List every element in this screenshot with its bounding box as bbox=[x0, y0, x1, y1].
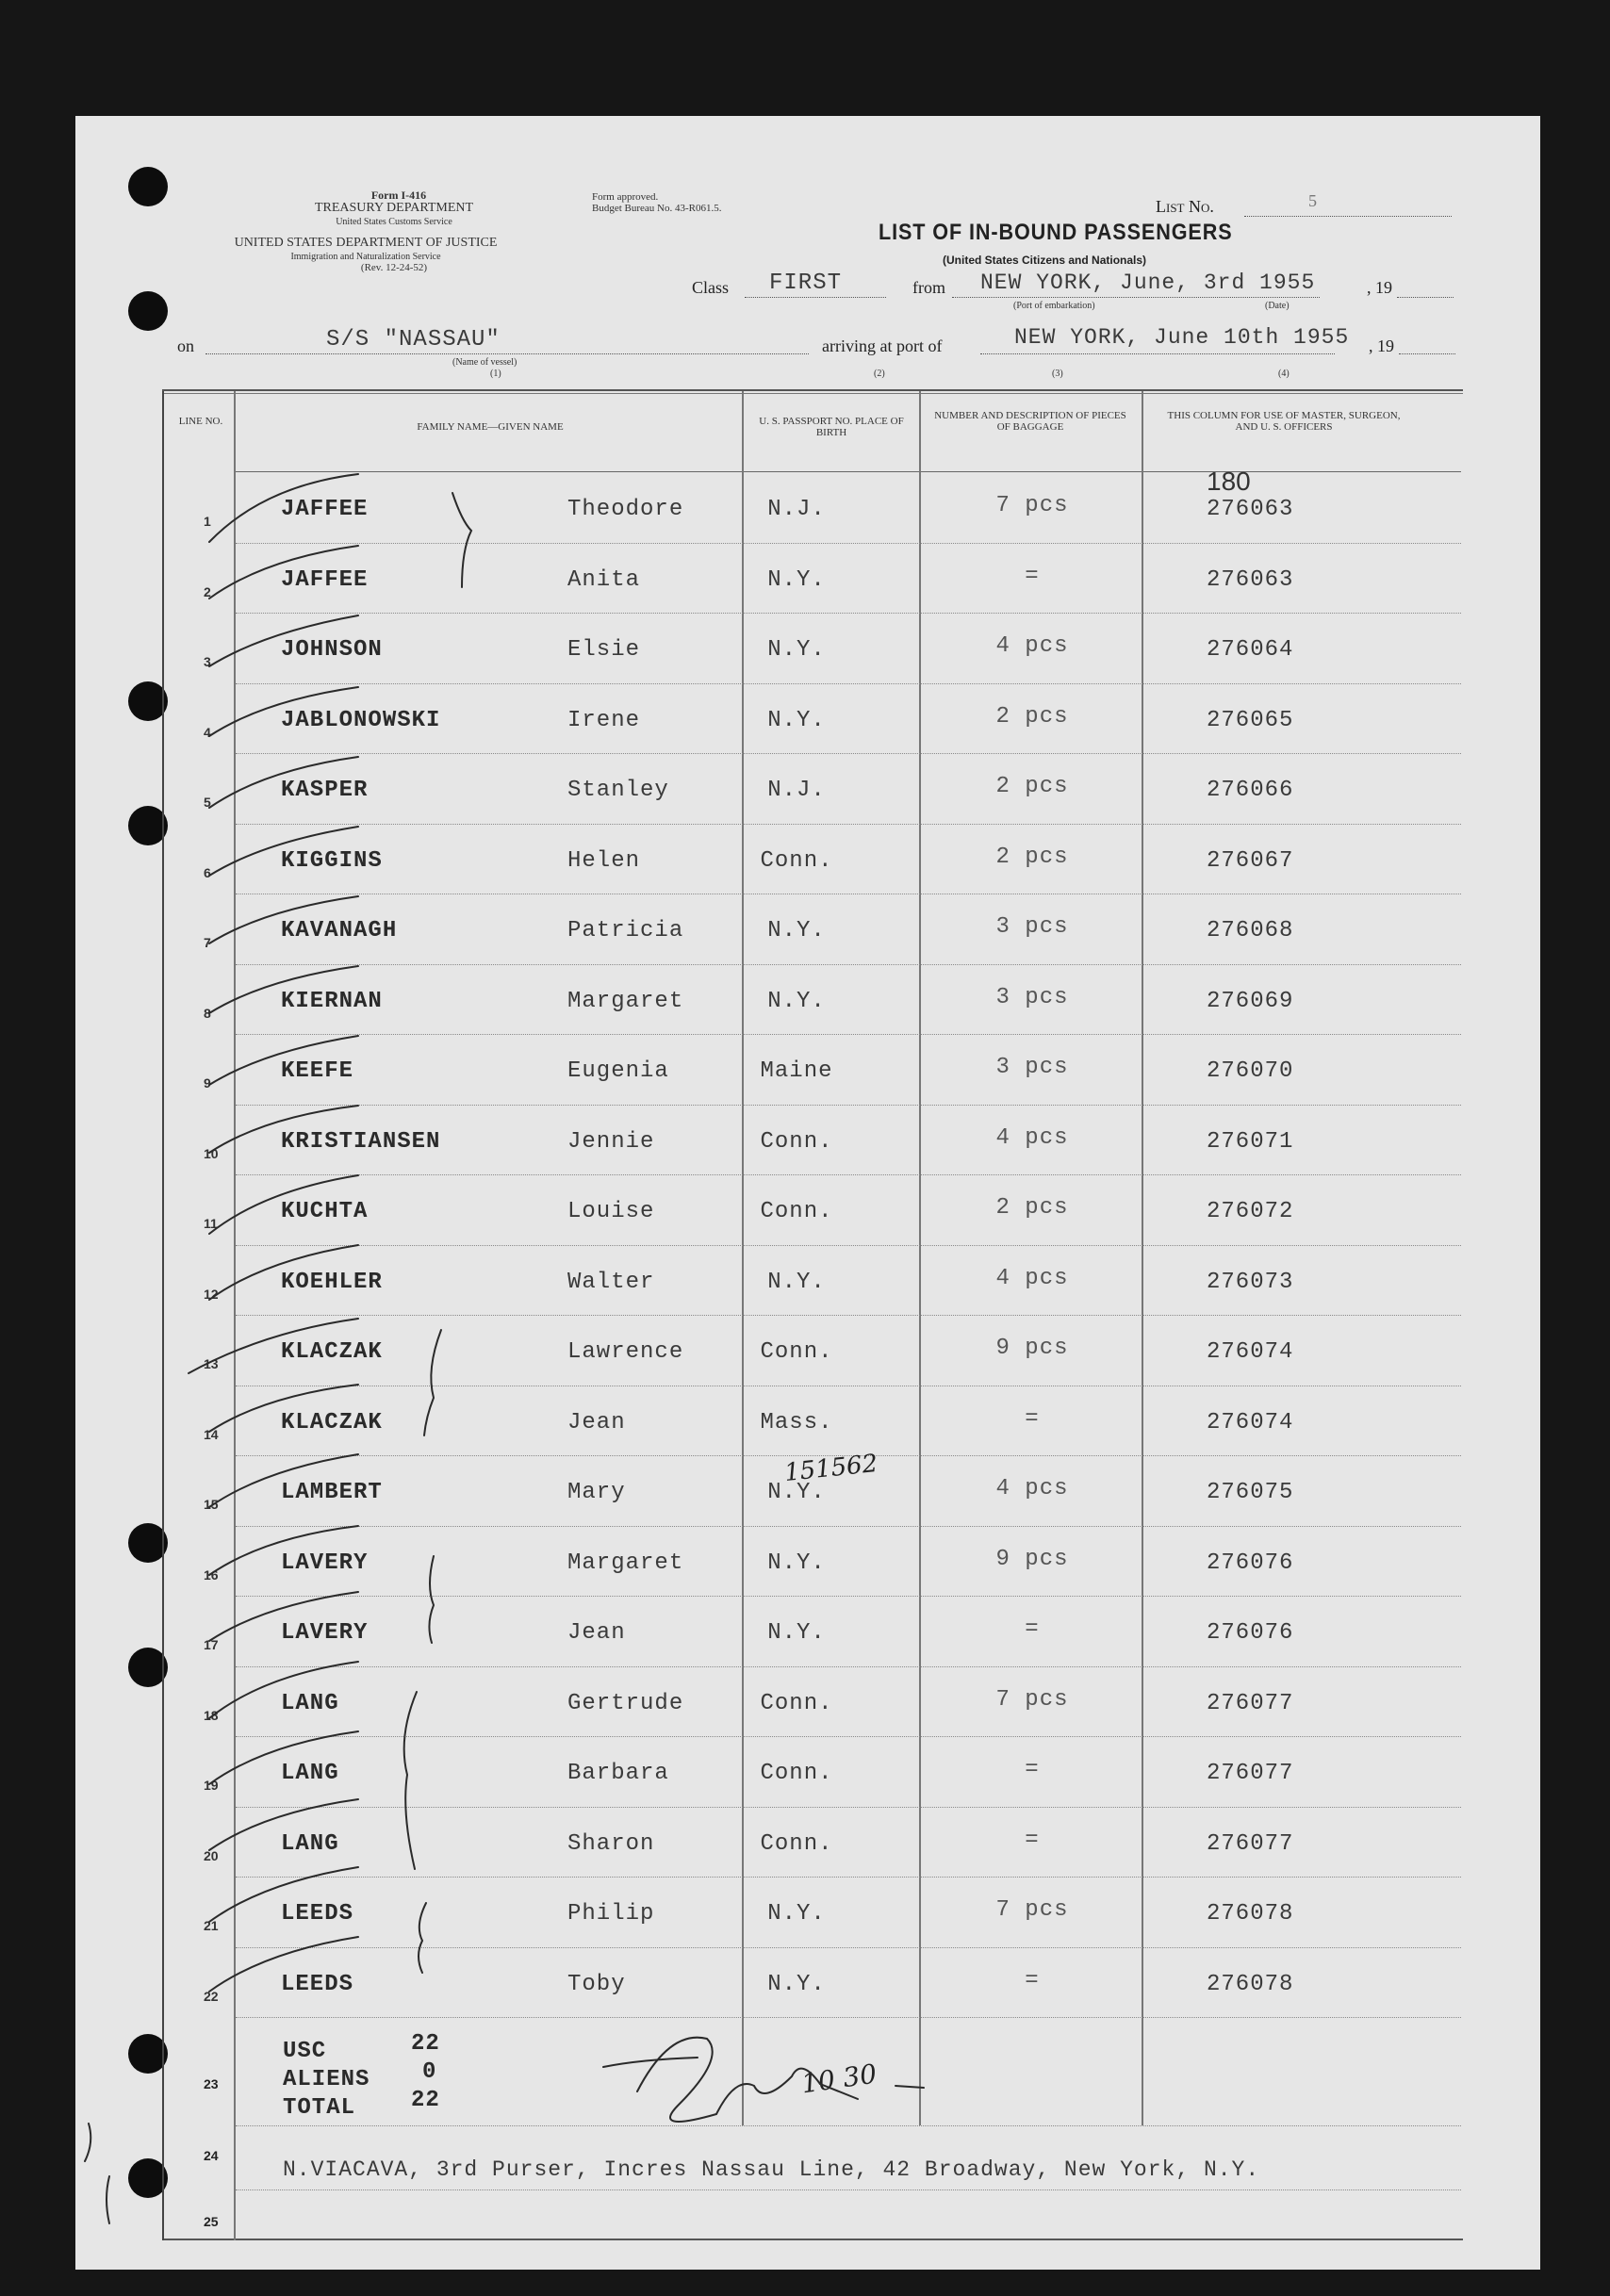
officer-number: 276078 bbox=[1207, 1901, 1294, 1927]
from-line bbox=[952, 297, 1320, 298]
place-of-birth: Maine bbox=[760, 1058, 833, 1084]
given-name: Jennie bbox=[567, 1128, 655, 1155]
line-number: 15 bbox=[204, 1497, 219, 1512]
row-rule bbox=[236, 1596, 1461, 1597]
family-name: LANG bbox=[281, 1690, 339, 1716]
row-rule bbox=[236, 1807, 1461, 1808]
officer-number: 276073 bbox=[1207, 1269, 1294, 1295]
line-number: 1 bbox=[204, 514, 211, 529]
line-number: 6 bbox=[204, 864, 211, 880]
year-label-1: , 19 bbox=[1367, 278, 1392, 297]
given-name: Patricia bbox=[567, 918, 684, 943]
family-name: KUCHTA bbox=[281, 1199, 369, 1224]
family-name: KRISTIANSEN bbox=[281, 1128, 441, 1155]
line-number: 16 bbox=[204, 1566, 219, 1583]
row-rule bbox=[236, 1315, 1461, 1316]
list-no-line bbox=[1244, 216, 1452, 217]
table-row bbox=[75, 474, 1540, 544]
family-name: JAFFEE bbox=[281, 566, 369, 593]
arrival-line bbox=[980, 353, 1335, 354]
place-of-birth: Conn. bbox=[760, 847, 833, 874]
officer-number: 276063 bbox=[1207, 497, 1294, 522]
form-approved: Form approved. bbox=[592, 191, 659, 203]
table-row bbox=[75, 1809, 1540, 1878]
usc-value: 22 bbox=[411, 2031, 440, 2057]
family-name: LEEDS bbox=[281, 1901, 354, 1927]
family-name: LANG bbox=[281, 1830, 339, 1857]
table-row bbox=[75, 1738, 1540, 1808]
officer-number: 276072 bbox=[1207, 1199, 1294, 1224]
given-name: Louise bbox=[567, 1199, 655, 1224]
place-of-birth: N.J. bbox=[767, 778, 826, 803]
budget-bureau: Budget Bureau No. 43-R061.5. bbox=[592, 203, 722, 214]
family-name: LAVERY bbox=[281, 1620, 369, 1646]
baggage-count: 3 pcs bbox=[995, 984, 1069, 1010]
given-name: Eugenia bbox=[567, 1058, 669, 1084]
given-name: Margaret bbox=[567, 988, 684, 1014]
row-rule bbox=[236, 1877, 1461, 1878]
line-number-23: 23 bbox=[204, 2076, 219, 2091]
given-name: Irene bbox=[567, 707, 641, 733]
year-line-2 bbox=[1399, 353, 1455, 354]
row-rule bbox=[236, 543, 1461, 544]
line-number: 18 bbox=[204, 1707, 219, 1723]
revision-date: (Rev. 12-24-52) bbox=[360, 262, 428, 273]
line-number: 14 bbox=[204, 1426, 219, 1442]
place-of-birth: N.J. bbox=[767, 497, 826, 522]
table-row bbox=[75, 1598, 1540, 1667]
officer-number: 276076 bbox=[1207, 1550, 1294, 1576]
purser-line: N.VIACAVA, 3rd Purser, Incres Nassau Line, 42 Broadway, New York, N.Y. bbox=[283, 2157, 1260, 2182]
given-name: Margaret bbox=[567, 1550, 684, 1576]
place-of-birth: Conn. bbox=[760, 1199, 833, 1224]
baggage-count: = bbox=[1025, 1967, 1040, 1993]
date-caption: (Date) bbox=[1265, 301, 1290, 311]
table-bottom-rule bbox=[162, 2239, 1463, 2240]
vessel-col-number: (1) bbox=[490, 369, 501, 379]
baggage-count: 2 pcs bbox=[995, 703, 1069, 730]
officer-number: 276067 bbox=[1207, 847, 1294, 874]
family-name: KLACZAK bbox=[281, 1339, 383, 1365]
given-name: Mary bbox=[567, 1480, 626, 1505]
officer-number: 276077 bbox=[1207, 1690, 1294, 1716]
officer-number: 276068 bbox=[1207, 918, 1294, 943]
passenger-rows bbox=[75, 474, 1540, 2088]
line-number: 13 bbox=[204, 1356, 219, 1371]
place-of-birth: Conn. bbox=[760, 1339, 833, 1365]
arrival-port-date: NEW YORK, June 10th 1955 bbox=[1014, 325, 1350, 350]
baggage-count: 3 pcs bbox=[995, 914, 1069, 940]
class-line bbox=[745, 297, 886, 298]
officer-number: 276070 bbox=[1207, 1058, 1294, 1084]
family-name: LAVERY bbox=[281, 1550, 369, 1576]
place-of-birth: N.Y. bbox=[767, 1480, 826, 1505]
on-label: on bbox=[177, 336, 194, 355]
place-of-birth: N.Y. bbox=[767, 1620, 826, 1646]
baggage-count: 2 pcs bbox=[995, 774, 1069, 799]
given-name: Anita bbox=[567, 566, 641, 593]
row-rule bbox=[236, 1666, 1461, 1667]
given-name: Gertrude bbox=[567, 1690, 684, 1716]
row-rule bbox=[236, 683, 1461, 684]
aliens-value: 0 bbox=[422, 2059, 437, 2085]
line-number-25: 25 bbox=[204, 2214, 219, 2229]
place-of-birth: N.Y. bbox=[767, 637, 826, 663]
vessel-line bbox=[205, 353, 809, 354]
table-row bbox=[75, 1387, 1540, 1457]
officer-number: 276065 bbox=[1207, 707, 1294, 733]
family-name: KEEFE bbox=[281, 1058, 354, 1084]
row-rule bbox=[236, 1105, 1461, 1106]
given-name: Walter bbox=[567, 1269, 655, 1295]
vessel-caption: (Name of vessel) bbox=[452, 357, 518, 368]
given-name: Sharon bbox=[567, 1830, 655, 1857]
given-name: Stanley bbox=[567, 778, 669, 803]
place-of-birth: Conn. bbox=[760, 1690, 833, 1716]
baggage-count: = bbox=[1025, 563, 1040, 589]
form-title: LIST OF IN-BOUND PASSENGERS bbox=[879, 220, 1233, 245]
usc-label: USC bbox=[283, 2039, 327, 2064]
col-header-officers: THIS COLUMN FOR USE OF MASTER, SURGEON, AND U. S. OFFICERS bbox=[1167, 410, 1401, 433]
baggage-count: 3 pcs bbox=[995, 1055, 1069, 1080]
handwritten-passport-number: 151562 bbox=[782, 1449, 879, 1488]
top-note: 180 bbox=[1207, 467, 1251, 496]
manifest-sheet bbox=[75, 116, 1540, 2270]
table-row bbox=[75, 545, 1540, 615]
table-row bbox=[75, 1949, 1540, 2019]
baggage-count: 4 pcs bbox=[995, 1265, 1069, 1291]
baggage-count: 7 pcs bbox=[995, 493, 1069, 518]
table-row bbox=[75, 1668, 1540, 1738]
row-rule bbox=[236, 613, 1461, 614]
officer-number: 276064 bbox=[1207, 637, 1294, 663]
arriving-label: arriving at port of bbox=[822, 336, 943, 355]
family-name: KASPER bbox=[281, 778, 369, 803]
line-number: 11 bbox=[204, 1216, 218, 1231]
punch-hole bbox=[128, 167, 168, 206]
list-no-value: 5 bbox=[1308, 191, 1317, 210]
table-row bbox=[75, 1317, 1540, 1386]
row-rule bbox=[236, 1526, 1461, 1527]
given-name: Elsie bbox=[567, 637, 641, 663]
given-name: Philip bbox=[567, 1901, 655, 1927]
row-rule bbox=[236, 1245, 1461, 1246]
family-name: KIGGINS bbox=[281, 847, 383, 874]
baggage-count: 4 pcs bbox=[995, 1124, 1069, 1151]
line-number: 12 bbox=[204, 1286, 219, 1302]
col-header-name: FAMILY NAME—GIVEN NAME bbox=[417, 421, 564, 433]
baggage-count: 2 pcs bbox=[995, 1195, 1069, 1221]
family-name: KAVANAGH bbox=[281, 918, 398, 943]
officer-number: 276074 bbox=[1207, 1339, 1294, 1365]
line-number: 10 bbox=[204, 1145, 219, 1161]
table-top-border bbox=[162, 389, 1463, 391]
line-number: 8 bbox=[204, 1005, 211, 1021]
row-rule bbox=[236, 964, 1461, 965]
officer-number: 276078 bbox=[1207, 1971, 1294, 1997]
table-row bbox=[75, 895, 1540, 965]
line-number: 21 bbox=[204, 1918, 219, 1933]
row-rule bbox=[236, 753, 1461, 754]
punch-hole bbox=[128, 291, 168, 331]
place-of-birth: N.Y. bbox=[767, 1971, 826, 1997]
total-value: 22 bbox=[411, 2088, 440, 2113]
table-row bbox=[75, 1036, 1540, 1106]
line-number: 19 bbox=[204, 1778, 219, 1793]
family-name: KOEHLER bbox=[281, 1269, 383, 1295]
family-name: LEEDS bbox=[281, 1971, 354, 1997]
line-number: 4 bbox=[204, 724, 211, 740]
aliens-label: ALIENS bbox=[283, 2067, 370, 2092]
officer-number: 276069 bbox=[1207, 988, 1294, 1014]
place-of-birth: Conn. bbox=[760, 1128, 833, 1155]
line-number: 22 bbox=[204, 1988, 219, 2004]
line-number: 9 bbox=[204, 1075, 211, 1091]
place-of-birth: N.Y. bbox=[767, 988, 826, 1014]
row-rule bbox=[236, 2017, 1461, 2018]
table-row bbox=[75, 615, 1540, 684]
table-top-border-2 bbox=[162, 393, 1463, 394]
given-name: Jean bbox=[567, 1620, 626, 1646]
table-row bbox=[75, 685, 1540, 755]
given-name: Barbara bbox=[567, 1761, 669, 1786]
family-name: JABLONOWSKI bbox=[281, 707, 441, 733]
officer-number: 276074 bbox=[1207, 1409, 1294, 1435]
line-number: 7 bbox=[204, 935, 211, 950]
table-row bbox=[75, 826, 1540, 895]
officer-number: 276066 bbox=[1207, 778, 1294, 803]
col-header-baggage: NUMBER AND DESCRIPTION OF PIECES OF BAGGAGE bbox=[934, 410, 1126, 433]
family-name: KIERNAN bbox=[281, 988, 383, 1014]
line-number: 5 bbox=[204, 795, 211, 810]
year-label-2: , 19 bbox=[1369, 336, 1394, 355]
class-value: FIRST bbox=[769, 271, 843, 296]
table-row bbox=[75, 1247, 1540, 1317]
baggage-count: = bbox=[1025, 1757, 1040, 1782]
table-row bbox=[75, 755, 1540, 825]
family-name: KLACZAK bbox=[281, 1409, 383, 1435]
place-of-birth: Mass. bbox=[760, 1409, 833, 1435]
row-rule bbox=[236, 2125, 1461, 2126]
line-number: 20 bbox=[204, 1847, 219, 1863]
col-header-passport: U. S. PASSPORT NO. PLACE OF BIRTH bbox=[759, 416, 904, 438]
officer-number: 276077 bbox=[1207, 1761, 1294, 1786]
table-row bbox=[75, 1176, 1540, 1246]
header-caption-3: (3) bbox=[1052, 369, 1063, 379]
officer-number: 276071 bbox=[1207, 1128, 1294, 1155]
header-bottom-rule bbox=[236, 471, 1461, 472]
table-row bbox=[75, 966, 1540, 1036]
row-rule bbox=[236, 1174, 1461, 1175]
baggage-count: = bbox=[1025, 1405, 1040, 1432]
officer-number: 276077 bbox=[1207, 1830, 1294, 1857]
baggage-count: 4 pcs bbox=[995, 1476, 1069, 1501]
family-name: JAFFEE bbox=[281, 497, 369, 522]
given-name: Toby bbox=[567, 1971, 626, 1997]
place-of-birth: Conn. bbox=[760, 1761, 833, 1786]
line-number-24: 24 bbox=[204, 2148, 219, 2163]
table-row bbox=[75, 1528, 1540, 1598]
officer-number: 276076 bbox=[1207, 1620, 1294, 1646]
treasury-dept: TREASURY DEPARTMENT bbox=[314, 201, 474, 215]
justice-dept: UNITED STATES DEPARTMENT OF JUSTICE bbox=[234, 236, 498, 250]
place-of-birth: N.Y. bbox=[767, 1269, 826, 1295]
table-row bbox=[75, 1878, 1540, 1948]
ins-service: Immigration and Naturalization Service bbox=[290, 252, 441, 262]
place-of-birth: N.Y. bbox=[767, 1901, 826, 1927]
place-of-birth: N.Y. bbox=[767, 566, 826, 593]
baggage-count: = bbox=[1025, 1616, 1040, 1642]
given-name: Jean bbox=[567, 1409, 626, 1435]
given-name: Theodore bbox=[567, 497, 684, 522]
total-label: TOTAL bbox=[283, 2095, 356, 2121]
form-subtitle: (United States Citizens and Nationals) bbox=[943, 254, 1147, 267]
port-embark-caption: (Port of embarkation) bbox=[1013, 301, 1095, 311]
line-number: 17 bbox=[204, 1637, 219, 1652]
baggage-count: 2 pcs bbox=[995, 844, 1069, 870]
customs-service: United States Customs Service bbox=[336, 217, 452, 227]
year-line-1 bbox=[1397, 297, 1454, 298]
baggage-count: = bbox=[1025, 1827, 1040, 1853]
list-no-label: List No. bbox=[1156, 197, 1214, 216]
baggage-count: 9 pcs bbox=[995, 1336, 1069, 1361]
family-name: LAMBERT bbox=[281, 1480, 383, 1505]
row-rule bbox=[236, 1947, 1461, 1948]
place-of-birth: N.Y. bbox=[767, 707, 826, 733]
handwritten-time: 10 30 bbox=[799, 2058, 879, 2100]
place-of-birth: Conn. bbox=[760, 1830, 833, 1857]
form-number: Form I-416 bbox=[370, 189, 427, 202]
row-rule bbox=[236, 1034, 1461, 1035]
line-number: 2 bbox=[204, 583, 211, 599]
given-name: Lawrence bbox=[567, 1339, 684, 1365]
baggage-count: 9 pcs bbox=[995, 1546, 1069, 1572]
family-name: JOHNSON bbox=[281, 637, 383, 663]
vessel-name: S/S "NASSAU" bbox=[326, 327, 501, 353]
family-name: LANG bbox=[281, 1761, 339, 1786]
baggage-count: 7 pcs bbox=[995, 1897, 1069, 1923]
line-number: 3 bbox=[204, 654, 211, 669]
header-caption-2: (2) bbox=[874, 369, 885, 379]
baggage-count: 7 pcs bbox=[995, 1686, 1069, 1713]
embark-port-date: NEW YORK, June, 3rd 1955 bbox=[980, 271, 1316, 295]
officer-number: 276075 bbox=[1207, 1480, 1294, 1505]
baggage-count: 4 pcs bbox=[995, 633, 1069, 659]
row-rule bbox=[236, 2189, 1461, 2190]
header-caption-4: (4) bbox=[1278, 369, 1290, 379]
place-of-birth: N.Y. bbox=[767, 1550, 826, 1576]
from-label: from bbox=[912, 278, 945, 297]
col-header-line: LINE NO. bbox=[178, 416, 223, 427]
class-label: Class bbox=[692, 278, 730, 297]
officer-number: 276063 bbox=[1207, 566, 1294, 593]
row-rule bbox=[236, 824, 1461, 825]
row-rule bbox=[236, 1736, 1461, 1737]
given-name: Helen bbox=[567, 847, 641, 874]
place-of-birth: N.Y. bbox=[767, 918, 826, 943]
table-row bbox=[75, 1107, 1540, 1176]
